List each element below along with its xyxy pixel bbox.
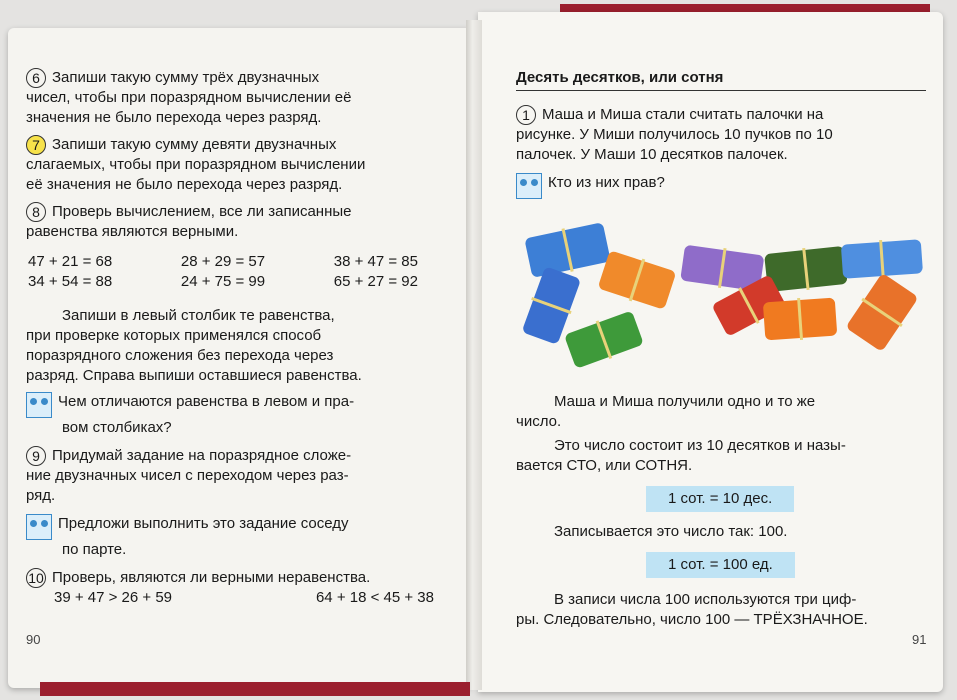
book-gutter — [466, 20, 482, 690]
instr-line3: поразрядного сложения без перехода через — [26, 347, 334, 364]
conclusion-line1: Маша и Миша получили одно и то же — [554, 393, 816, 410]
right-page-content — [516, 68, 930, 199]
task-1-line2: рисунке. У Миши получилось 10 пучков по 10 — [516, 126, 833, 143]
conclusion-para — [516, 392, 930, 432]
task-10 — [26, 568, 444, 588]
equation: 28 + 29 = 57 — [180, 253, 266, 270]
task-7-line3: её значения не было перехода через разряд. — [26, 176, 343, 193]
task-number-badge: 8 — [26, 202, 46, 222]
stick-bundles-illustration — [520, 222, 930, 370]
task-6-line3: значения не было перехода через разряд. — [26, 109, 322, 126]
who-is-right-text: Кто из них прав? — [548, 174, 665, 191]
hundred-line2: вается СТО, или СОТНЯ. — [516, 457, 693, 474]
task-number-badge: 1 — [516, 105, 536, 125]
task-8-line1: Проверь вычислением, все ли записанные — [52, 203, 352, 220]
three-digit-line2: ры. Следовательно, число 100 — ТРЁХЗНАЧНОЕ. — [516, 611, 868, 628]
task-number-badge: 9 — [26, 446, 46, 466]
task-8-line2: равенства являются верными. — [26, 223, 239, 240]
task-1-line1: Маша и Миша стали считать палочки на — [542, 106, 824, 123]
task-8 — [26, 202, 444, 242]
equations-row-2 — [28, 272, 418, 292]
task-number-badge: 10 — [26, 568, 46, 588]
task-9-line1: Придумай задание на поразрядное сложе- — [52, 447, 352, 464]
task-6 — [26, 68, 444, 128]
hundred-line1: Это число состоит из 10 десятков и назы- — [554, 437, 846, 454]
formula-box-1 — [516, 486, 930, 512]
bundle-darkgreen — [764, 244, 848, 294]
task-1 — [516, 105, 930, 165]
task-1-line3: палочек. У Маши 10 десятков палочек. — [516, 146, 788, 163]
conclusion-line2: число. — [516, 413, 562, 430]
neighbor-task — [26, 514, 444, 560]
task-number-badge: 7 — [26, 135, 46, 155]
task-9 — [26, 446, 444, 506]
task-number-badge: 6 — [26, 68, 46, 88]
equation: 24 + 75 = 99 — [180, 273, 266, 290]
inequalities-row — [54, 588, 434, 608]
formula-hundred-tens: 1 сот. = 10 дес. — [646, 486, 794, 512]
bundle-orange-2 — [763, 296, 838, 343]
equation: 38 + 47 = 85 — [333, 253, 418, 270]
task-8-instructions — [26, 306, 444, 386]
task-7-line1: Запиши такую сумму девяти двузначных — [52, 136, 337, 153]
bundle-orange — [597, 248, 677, 311]
formula-box-2 — [516, 552, 930, 578]
question-line1: Чем отличаются равенства в левом и пра- — [58, 393, 355, 410]
instr-line2: при проверке которых применялся способ — [26, 327, 322, 344]
written-as: Записывается это число так: 100. — [554, 523, 788, 540]
inequality: 39 + 47 > 26 + 59 — [54, 589, 173, 606]
task-6-line2: чисел, чтобы при поразрядном вычислении её — [26, 89, 352, 106]
who-is-right — [516, 173, 930, 199]
pair-work-icon — [26, 392, 52, 418]
task-6-line1: Запиши такую сумму трёх двузначных — [52, 69, 320, 86]
equation: 34 + 54 = 88 — [28, 273, 113, 290]
inequality: 64 + 18 < 45 + 38 — [315, 589, 434, 606]
pair-work-icon — [26, 514, 52, 540]
cover-edge-bottom — [40, 682, 470, 696]
equations-row-1 — [28, 252, 418, 272]
bundle-orange-3 — [844, 272, 921, 354]
instr-line4: разряд. Справа выпиши оставшиеся равенства. — [26, 367, 362, 384]
bundle-lightblue — [841, 237, 923, 280]
right-page-lower — [516, 392, 930, 630]
task-9-line2: ние двузначных чисел с переходом через раз- — [26, 467, 349, 484]
equation: 65 + 27 = 92 — [333, 273, 418, 290]
three-digit-para — [516, 590, 930, 630]
discussion-question — [26, 392, 444, 438]
instr-line1: Запиши в левый столбик те равенства, — [62, 307, 335, 324]
page-number-right: 91 — [912, 632, 927, 647]
neighbor-line1: Предложи выполнить это задание соседу — [58, 515, 349, 532]
task-7 — [26, 135, 444, 195]
three-digit-line1: В записи числа 100 используются три циф- — [554, 591, 857, 608]
bundle-green — [563, 309, 644, 370]
page-number-left: 90 — [26, 632, 41, 647]
bundle-blue — [524, 222, 611, 280]
task-9-line3: ряд. — [26, 487, 56, 504]
left-page-content — [26, 68, 444, 608]
equation: 47 + 21 = 68 — [28, 253, 113, 270]
hundred-para — [516, 436, 930, 476]
neighbor-line2: по парте. — [62, 541, 127, 558]
task-10-line1: Проверь, являются ли верными неравенства. — [52, 569, 371, 586]
section-title: Десять десятков, или сотня — [516, 68, 926, 91]
task-7-line2: слагаемых, чтобы при поразрядном вычислении — [26, 156, 366, 173]
formula-hundred-units: 1 сот. = 100 ед. — [646, 552, 795, 578]
question-line2: вом столбиках? — [62, 419, 172, 436]
discussion-icon — [516, 173, 542, 199]
